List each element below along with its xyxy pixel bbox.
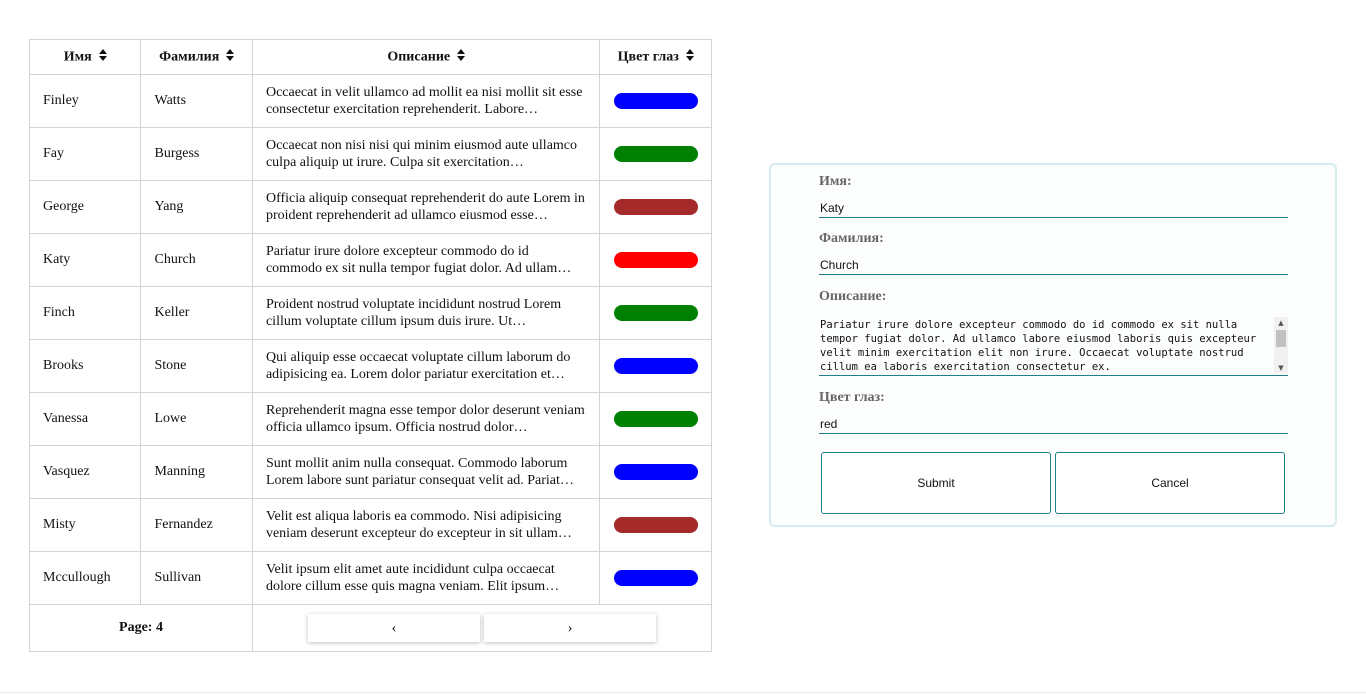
sort-up-down-icon <box>686 49 694 66</box>
eye-color-input[interactable] <box>819 414 1288 434</box>
cell-eye-color <box>600 181 712 234</box>
cell-eye-color <box>600 128 712 181</box>
cell-surname-text: Yang <box>154 199 184 214</box>
cell-name <box>30 75 141 128</box>
eye-color-swatch <box>614 570 698 586</box>
name-field-group <box>819 174 1288 218</box>
cell-description-text: Reprehenderit magna esse tempor dolor deserunt veniam officia ullamco ipsum. Officia nostrud dolor… <box>265 403 585 435</box>
cell-name-text: Brooks <box>43 358 84 373</box>
name-field-label: Имя: <box>819 174 852 189</box>
eye-color-swatch <box>614 464 698 480</box>
cell-surname <box>141 181 252 234</box>
cell-description-text: Velit ipsum elit amet aute incididunt culpa occaecat dolore cillum esse quis magna veniam. Elit ipsum… <box>265 562 560 594</box>
sort-up-down-icon <box>99 49 107 66</box>
submit-button[interactable]: Submit <box>821 452 1051 514</box>
cell-surname-text: Burgess <box>154 146 200 161</box>
cell-description <box>252 446 600 499</box>
next-page-button[interactable]: › <box>484 614 656 642</box>
cell-description <box>252 499 600 552</box>
cell-description-text: Occaecat in velit ullamco ad mollit ea nisi mollit sit esse consectetur exercitation reprehenderit. Labore… <box>265 85 583 117</box>
surname-field-label: Фамилия: <box>819 231 884 246</box>
cell-surname-text: Fernandez <box>154 517 213 532</box>
cell-description-text: Pariatur irure dolore excepteur commodo do id commodo ex sit nulla tempor fugiat dolor. Ad ullam… <box>265 244 572 276</box>
cell-surname <box>141 446 252 499</box>
description-field-group <box>819 289 1288 376</box>
cell-eye-color <box>600 75 712 128</box>
pagination-bar <box>29 605 712 652</box>
eye-color-field-group <box>819 390 1288 434</box>
prev-page-button[interactable]: ‹ <box>308 614 480 642</box>
header-eye-color-label: Цвет глаз <box>617 49 679 65</box>
eye-color-swatch <box>614 305 698 321</box>
table-row[interactable] <box>30 393 712 446</box>
cell-description-text: Occaecat non nisi nisi qui minim eiusmod aute ullamco culpa aliquip ut irure. Culpa sit exercitation… <box>265 138 578 170</box>
cell-description-text: Sunt mollit anim nulla consequat. Commodo laborum Lorem labore sunt pariatur consequat velit ad. Pariat… <box>265 456 574 488</box>
page-indicator: Page: 4 <box>30 605 253 651</box>
table-row[interactable] <box>30 181 712 234</box>
cell-name-text: Fay <box>43 146 64 161</box>
header-name[interactable] <box>30 40 141 75</box>
name-input[interactable] <box>819 198 1288 218</box>
eye-color-swatch <box>614 199 698 215</box>
eye-color-swatch <box>614 93 698 109</box>
cell-eye-color <box>600 234 712 287</box>
people-table <box>29 39 712 605</box>
cell-surname <box>141 499 252 552</box>
cell-eye-color <box>600 499 712 552</box>
eye-color-swatch <box>614 411 698 427</box>
cell-surname <box>141 75 252 128</box>
cell-name <box>30 446 141 499</box>
cell-description <box>252 287 600 340</box>
description-scrollbar[interactable] <box>1274 317 1288 373</box>
cell-surname-text: Church <box>154 252 196 267</box>
cell-name <box>30 234 141 287</box>
table-row[interactable] <box>30 446 712 499</box>
edit-person-form <box>769 163 1337 527</box>
cell-surname-text: Manning <box>154 464 206 479</box>
cell-eye-color <box>600 393 712 446</box>
cell-surname <box>141 552 252 605</box>
table-row[interactable] <box>30 340 712 393</box>
scroll-up-arrow-icon[interactable]: ▲ <box>1278 319 1284 327</box>
eye-color-swatch <box>614 358 698 374</box>
cell-description-text: Officia aliquip consequat reprehenderit do aute Lorem in proident reprehenderit ad ullamco eiusmod esse… <box>265 191 585 223</box>
eye-color-swatch <box>614 517 698 533</box>
header-description[interactable] <box>252 40 600 75</box>
header-description-label: Описание <box>387 49 451 65</box>
table-row[interactable] <box>30 128 712 181</box>
cell-name-text: George <box>43 199 84 214</box>
header-eye-color[interactable] <box>600 40 712 75</box>
cell-name <box>30 340 141 393</box>
cell-eye-color <box>600 446 712 499</box>
cell-name <box>30 393 141 446</box>
sort-up-down-icon <box>457 49 465 66</box>
cell-description <box>252 128 600 181</box>
sort-up-down-icon <box>226 49 234 66</box>
cell-description-text: Proident nostrud voluptate incididunt nostrud Lorem cillum voluptate cillum ipsum duis irure. Ut… <box>265 297 562 329</box>
header-surname[interactable] <box>141 40 252 75</box>
description-field-label: Описание: <box>819 289 887 304</box>
table-row[interactable] <box>30 499 712 552</box>
cell-eye-color <box>600 287 712 340</box>
cell-description <box>252 75 600 128</box>
cell-name <box>30 181 141 234</box>
cell-description <box>252 181 600 234</box>
header-surname-label: Фамилия <box>159 49 220 65</box>
cell-surname-text: Lowe <box>154 411 187 426</box>
cell-eye-color <box>600 340 712 393</box>
cell-name-text: Vasquez <box>43 464 90 479</box>
cancel-button[interactable]: Cancel <box>1055 452 1285 514</box>
cell-surname <box>141 234 252 287</box>
cell-name <box>30 552 141 605</box>
table-body <box>30 75 712 605</box>
cell-name-text: Katy <box>43 252 71 267</box>
cell-surname <box>141 128 252 181</box>
cell-description <box>252 340 600 393</box>
page-bottom-divider <box>0 692 1366 693</box>
pagination-buttons <box>253 605 711 651</box>
scroll-thumb[interactable] <box>1276 330 1286 347</box>
eye-color-field-label: Цвет глаз: <box>819 390 885 405</box>
table-row[interactable] <box>30 287 712 340</box>
cell-eye-color <box>600 552 712 605</box>
cell-surname-text: Watts <box>154 93 187 108</box>
surname-field-group <box>819 231 1288 275</box>
table-row[interactable] <box>30 75 712 128</box>
people-table-container <box>29 39 712 652</box>
scroll-down-arrow-icon[interactable]: ▼ <box>1278 364 1284 372</box>
cell-name <box>30 499 141 552</box>
cell-name-text: Finch <box>43 305 75 320</box>
table-row[interactable] <box>30 552 712 605</box>
eye-color-swatch <box>614 252 698 268</box>
cell-surname-text: Stone <box>154 358 187 373</box>
cell-description <box>252 552 600 605</box>
surname-input[interactable] <box>819 255 1288 275</box>
table-header-row <box>30 40 712 75</box>
cell-name-text: Misty <box>43 517 76 532</box>
cell-name <box>30 128 141 181</box>
cell-surname <box>141 287 252 340</box>
header-name-label: Имя <box>63 49 92 65</box>
cell-name-text: Vanessa <box>43 411 89 426</box>
cell-surname-text: Sullivan <box>154 570 202 585</box>
cell-name-text: Finley <box>43 93 79 108</box>
table-row[interactable] <box>30 234 712 287</box>
cell-surname-text: Keller <box>154 305 190 320</box>
description-textarea[interactable] <box>819 316 1288 376</box>
cell-description-text: Qui aliquip esse occaecat voluptate cillum laborum do adipisicing ea. Lorem dolor pariatur exercitation et… <box>265 350 571 382</box>
cell-description <box>252 234 600 287</box>
cell-surname <box>141 393 252 446</box>
cell-name-text: Mccullough <box>43 570 111 585</box>
cell-surname <box>141 340 252 393</box>
eye-color-swatch <box>614 146 698 162</box>
cell-description-text: Velit est aliqua laboris ea commodo. Nisi adipisicing veniam deserunt excepteur do excepteur in sit ullam… <box>265 509 572 541</box>
cell-description <box>252 393 600 446</box>
cell-name <box>30 287 141 340</box>
